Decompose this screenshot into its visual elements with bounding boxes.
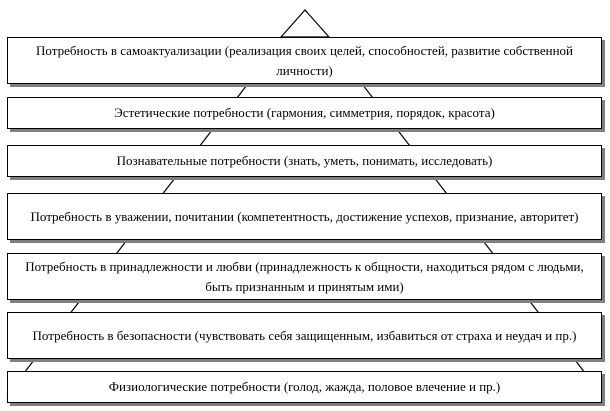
level-physiological-needs-text: Физиологические потребности (голод, жажда, половое влечение и пр.)	[108, 379, 501, 394]
level-esteem-needs	[7, 193, 602, 240]
level-safety-needs-text: Потребность в безопасности (чувствовать себя защищенным, избавиться от страха и неудач и пр.)	[32, 327, 577, 343]
level-cognitive-needs	[7, 145, 602, 177]
level-cognitive-needs-text: Познавательные потребности (знать, уметь, понимать, исследовать)	[116, 153, 493, 168]
level-self-actualization	[7, 37, 602, 84]
level-aesthetic-needs	[7, 97, 602, 129]
level-belonging-love	[7, 253, 602, 300]
level-belonging-love-text: Потребность в принадлежности и любви (принадлежность к общности, находиться рядом с людьми, быть признанным и принятым ими)	[25, 258, 584, 294]
level-safety-needs	[7, 312, 602, 359]
level-aesthetic-needs-text: Эстетические потребности (гармония, симметрия, порядок, красота)	[114, 105, 495, 120]
pyramid-apex	[281, 10, 329, 37]
level-self-actualization-text: Потребность в самоактуализации (реализация своих целей, способностей, развитие собственной личности)	[36, 42, 573, 78]
level-physiological-needs	[7, 371, 602, 403]
level-esteem-needs-text: Потребность в уважении, почитании (компетентность, достижение успехов, признание, авторитет)	[30, 208, 579, 224]
